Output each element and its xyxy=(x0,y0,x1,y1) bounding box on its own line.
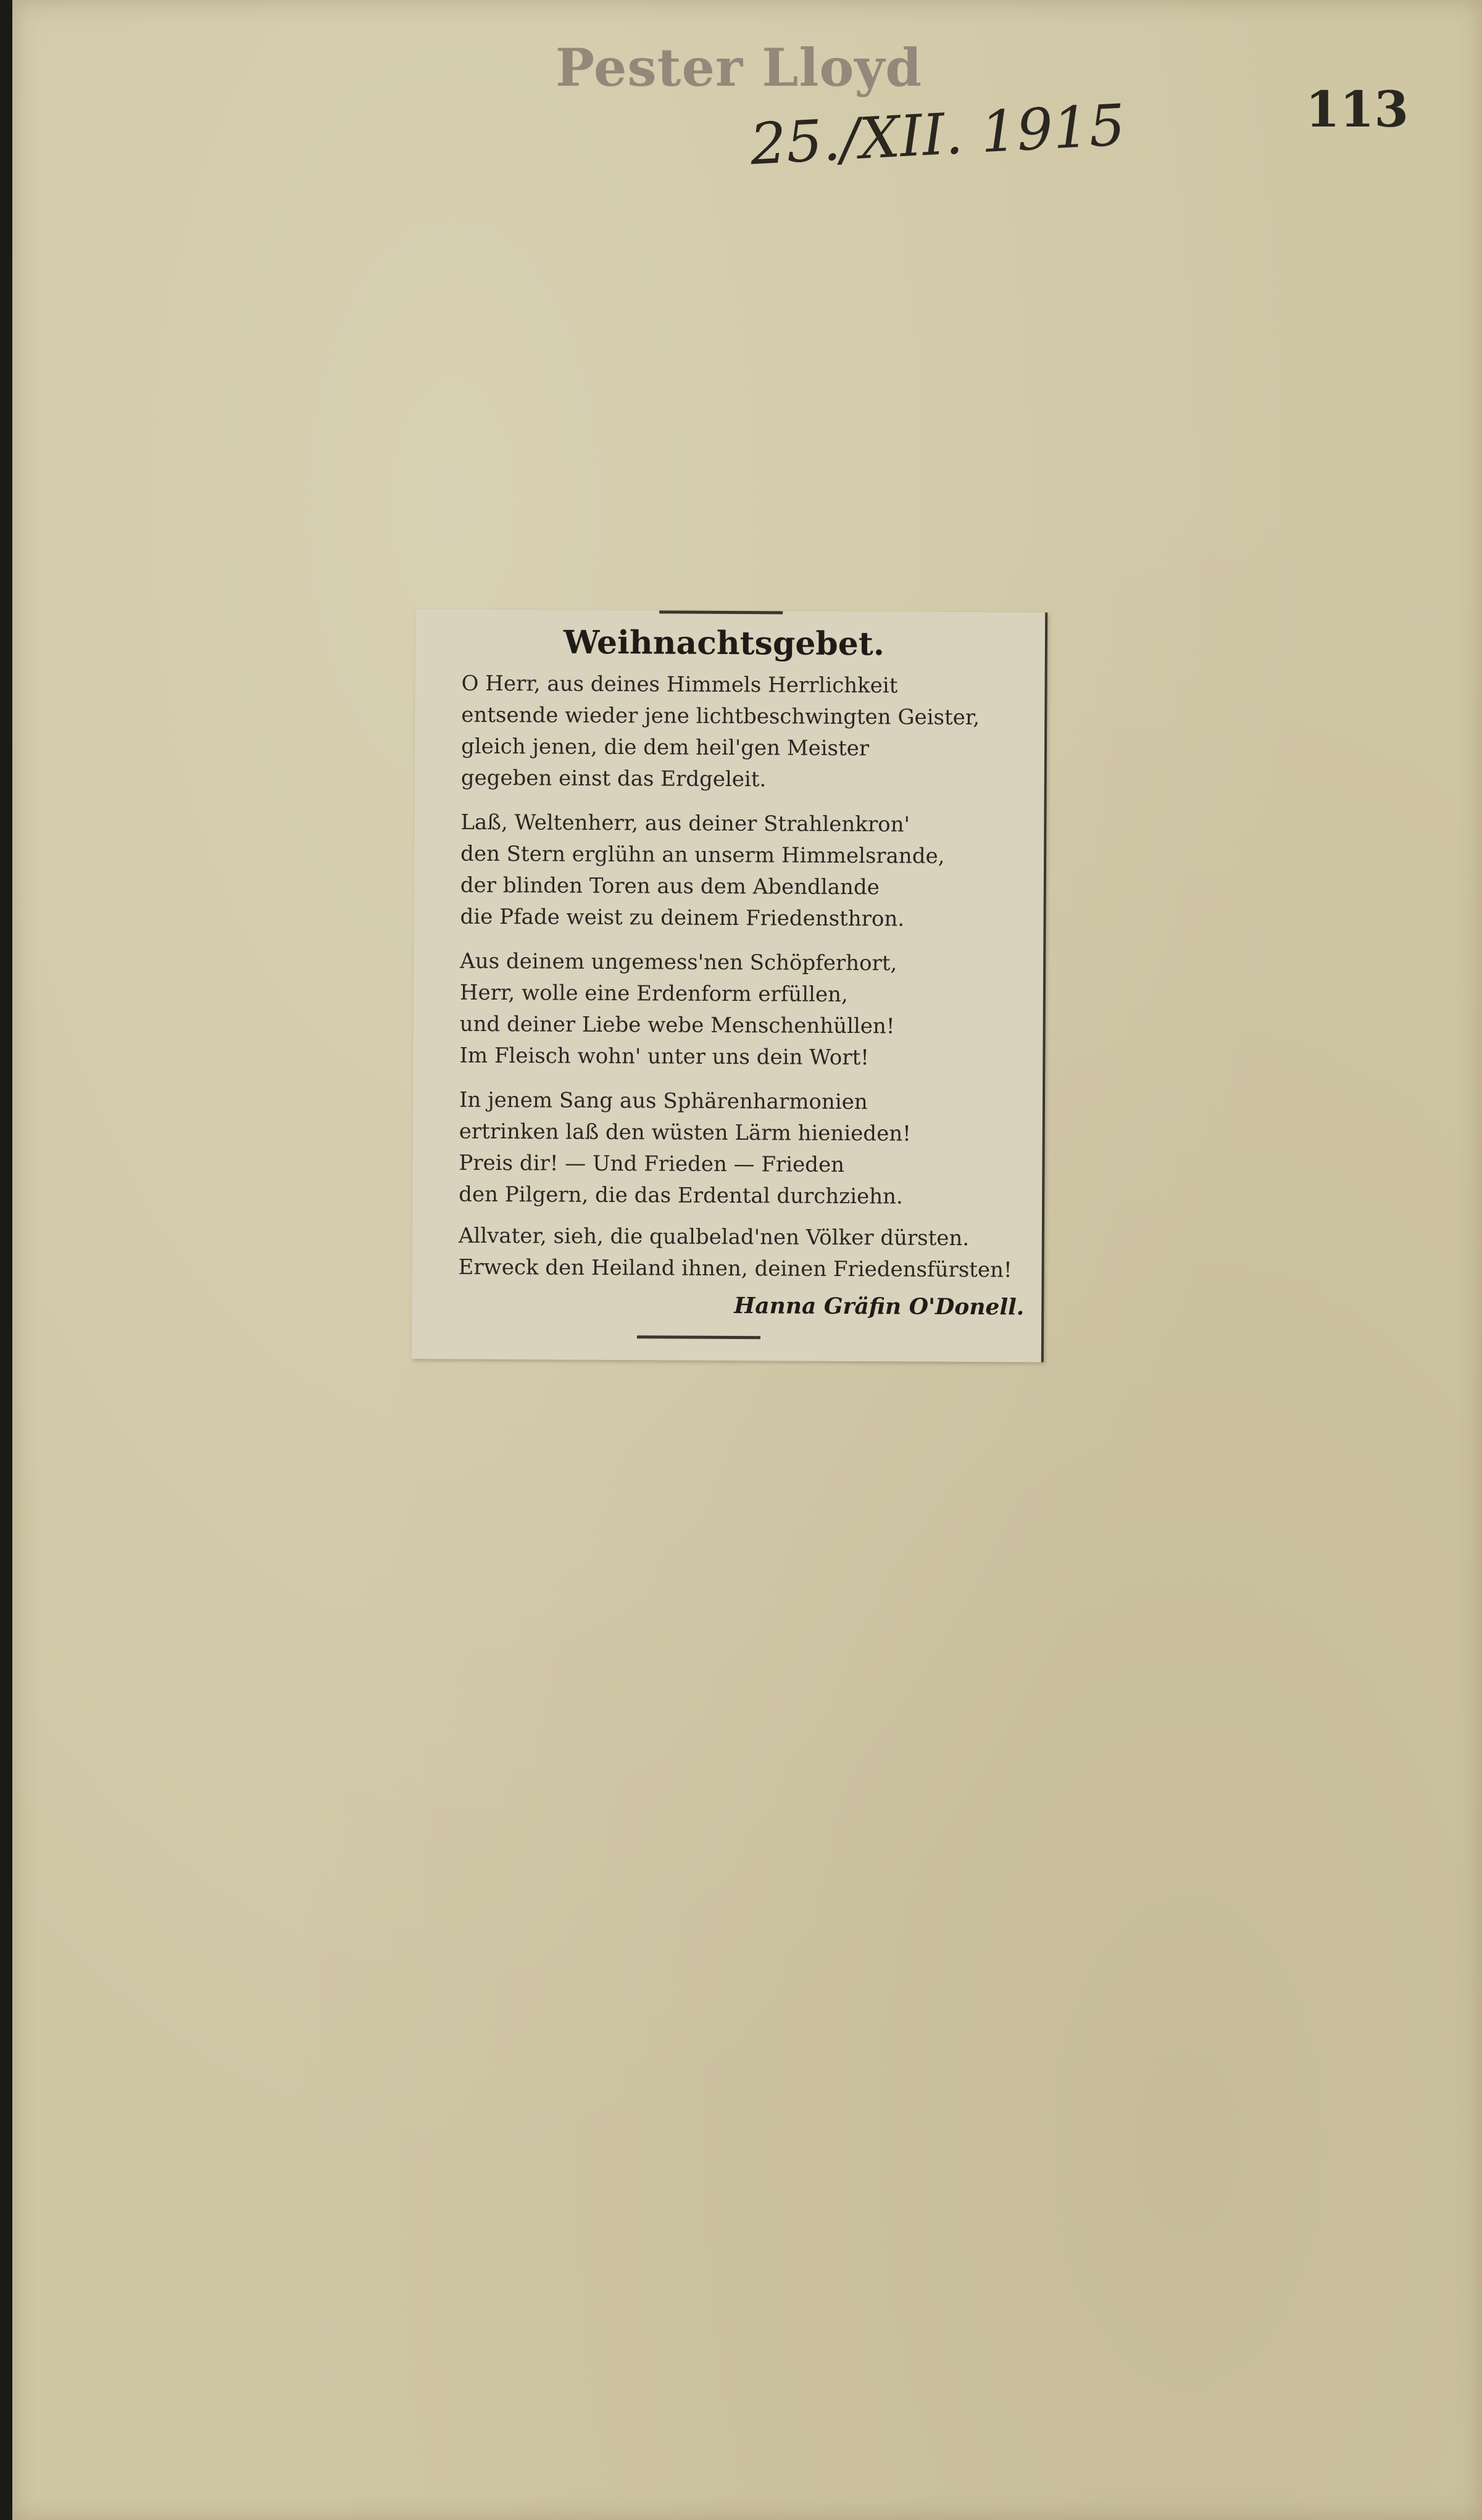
handwritten-date: 25./XII. 1915 xyxy=(748,92,1127,178)
poem-line: Im Fleisch wohn' unter uns dein Wort! xyxy=(459,1043,869,1071)
newspaper-stamp: Pester Lloyd xyxy=(556,37,922,98)
poem-line: Erweck den Heiland ihnen, deinen Friedensfürsten! xyxy=(458,1254,1012,1283)
poem-line: In jenem Sang aus Sphärenharmonien xyxy=(459,1087,868,1115)
poem-line: Herr, wolle eine Erdenform erfüllen, xyxy=(459,980,848,1008)
poem-line: O Herr, aus deines Himmels Herrlichkeit xyxy=(461,671,898,698)
poem-line: Allvater, sieh, die qualbelad'nen Völker dürsten. xyxy=(458,1223,970,1251)
poem-author: Hanna Gräfin O'Donell. xyxy=(734,1293,1025,1320)
stanza-2 xyxy=(460,807,1016,936)
stanza-1 xyxy=(461,668,1017,797)
bottom-rule xyxy=(637,1335,760,1339)
stanza-5 xyxy=(458,1221,1014,1287)
top-rule xyxy=(659,610,783,614)
poem-line: ertrinken laß den wüsten Lärm hienieden! xyxy=(459,1119,911,1146)
poem-line: Laß, Weltenherr, aus deiner Strahlenkron' xyxy=(460,810,910,837)
poem-line: entsende wieder jene lichtbeschwingten Geister, xyxy=(461,702,980,731)
poem-line: die Pfade weist zu deinem Friedensthron. xyxy=(460,904,905,932)
poem-line: gleich jenen, die dem heil'gen Meister xyxy=(460,734,870,761)
stanza-4 xyxy=(459,1085,1015,1214)
poem-line: den Stern erglühn an unserm Himmelsrande, xyxy=(460,841,945,869)
page-number: 113 xyxy=(1305,80,1409,138)
poem-line: und deiner Liebe webe Menschenhüllen! xyxy=(459,1011,895,1039)
poem-line: gegeben einst das Erdgeleit. xyxy=(460,765,767,792)
poem-line: der blinden Toren aus dem Abendlande xyxy=(460,872,880,900)
poem-line: Aus deinem ungemess'nen Schöpferhort, xyxy=(460,948,897,976)
archive-sheet xyxy=(12,0,1482,2520)
stanza-3 xyxy=(459,946,1015,1075)
poem-title: Weihnachtsgebet. xyxy=(563,623,885,663)
poem-line: Preis dir! — Und Frieden — Frieden xyxy=(459,1150,845,1177)
poem-line: den Pilgern, die das Erdental durchziehn. xyxy=(459,1182,903,1209)
newspaper-clipping xyxy=(412,609,1047,1362)
